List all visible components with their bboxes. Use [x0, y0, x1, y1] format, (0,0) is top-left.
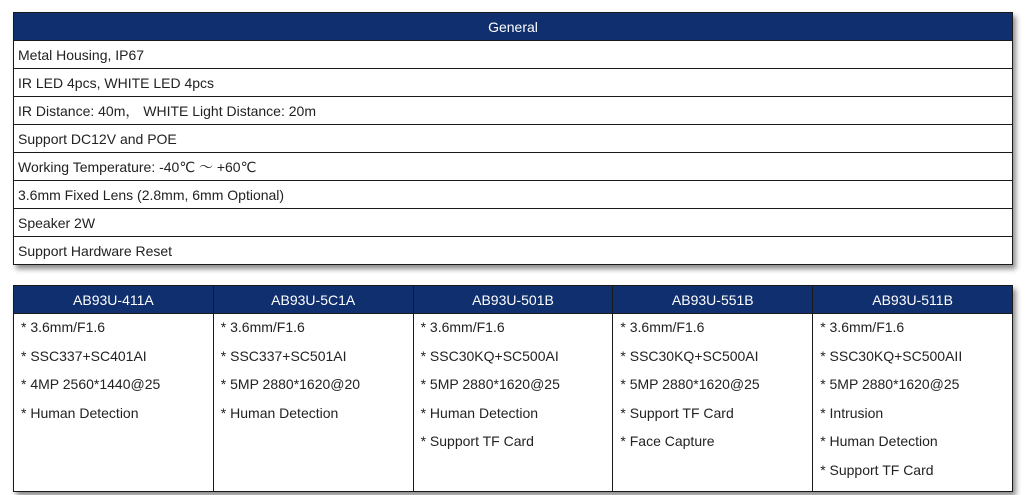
feature-list [813, 314, 1012, 491]
feature-item: * SSC30KQ+SC500AII [820, 347, 963, 364]
model-features-cell [213, 314, 413, 492]
feature-item: * 3.6mm/F1.6 [420, 319, 505, 335]
feature-item: * SSC337+SC501AI [220, 347, 347, 364]
feature-item: * Support TF Card [620, 404, 734, 421]
feature-item: * SSC337+SC401AI [21, 347, 147, 364]
feature-item: * Human Detection [420, 404, 539, 421]
feature-item: * 5MP 2880*1620@20 [220, 376, 361, 392]
feature-list [14, 314, 213, 434]
general-row: Support Hardware Reset [14, 237, 1013, 265]
general-row: Speaker 2W [14, 209, 1013, 237]
feature-item: * 5MP 2880*1620@25 [620, 376, 760, 392]
model-header: AB93U-501B [413, 286, 613, 314]
model-features-cell [813, 314, 1013, 492]
general-row: IR Distance: 40m， WHITE Light Distance: 20m [14, 97, 1013, 125]
feature-item: * SSC30KQ+SC500AI [620, 347, 759, 364]
feature-item: * Human Detection [21, 404, 139, 421]
feature-list [613, 314, 812, 463]
general-row: 3.6mm Fixed Lens (2.8mm, 6mm Optional) [14, 181, 1013, 209]
general-header: General [14, 13, 1013, 41]
general-row: Metal Housing, IP67 [14, 41, 1013, 69]
model-header: AB93U-511B [813, 286, 1013, 314]
general-spec-table [13, 12, 1013, 265]
feature-item: * Intrusion [820, 404, 884, 421]
feature-list [414, 314, 613, 463]
feature-item: * Support TF Card [420, 433, 534, 449]
model-features-cell [413, 314, 613, 492]
feature-item: * SSC30KQ+SC500AI [420, 347, 559, 364]
feature-item: * Face Capture [620, 433, 715, 449]
feature-item: * Support TF Card [820, 461, 934, 478]
feature-item: * 3.6mm/F1.6 [220, 319, 305, 335]
feature-list [214, 314, 413, 434]
feature-item: * 5MP 2880*1620@25 [820, 376, 960, 392]
feature-item: * 3.6mm/F1.6 [820, 319, 905, 335]
feature-item: * 3.6mm/F1.6 [21, 319, 106, 335]
feature-item: * Human Detection [820, 433, 938, 449]
model-features-cell [613, 314, 813, 492]
feature-item: * 4MP 2560*1440@25 [21, 376, 161, 392]
model-header: AB93U-5C1A [213, 286, 413, 314]
model-comparison-table [13, 285, 1013, 492]
model-header: AB93U-411A [14, 286, 214, 314]
general-row: IR LED 4pcs, WHITE LED 4pcs [14, 69, 1013, 97]
general-row: Working Temperature: -40℃ ～ +60℃ [14, 153, 1013, 181]
general-row: Support DC12V and POE [14, 125, 1013, 153]
feature-item: * 5MP 2880*1620@25 [420, 376, 560, 392]
model-header: AB93U-551B [613, 286, 813, 314]
model-features-cell [14, 314, 214, 492]
feature-item: * Human Detection [220, 404, 339, 421]
feature-item: * 3.6mm/F1.6 [620, 319, 705, 335]
